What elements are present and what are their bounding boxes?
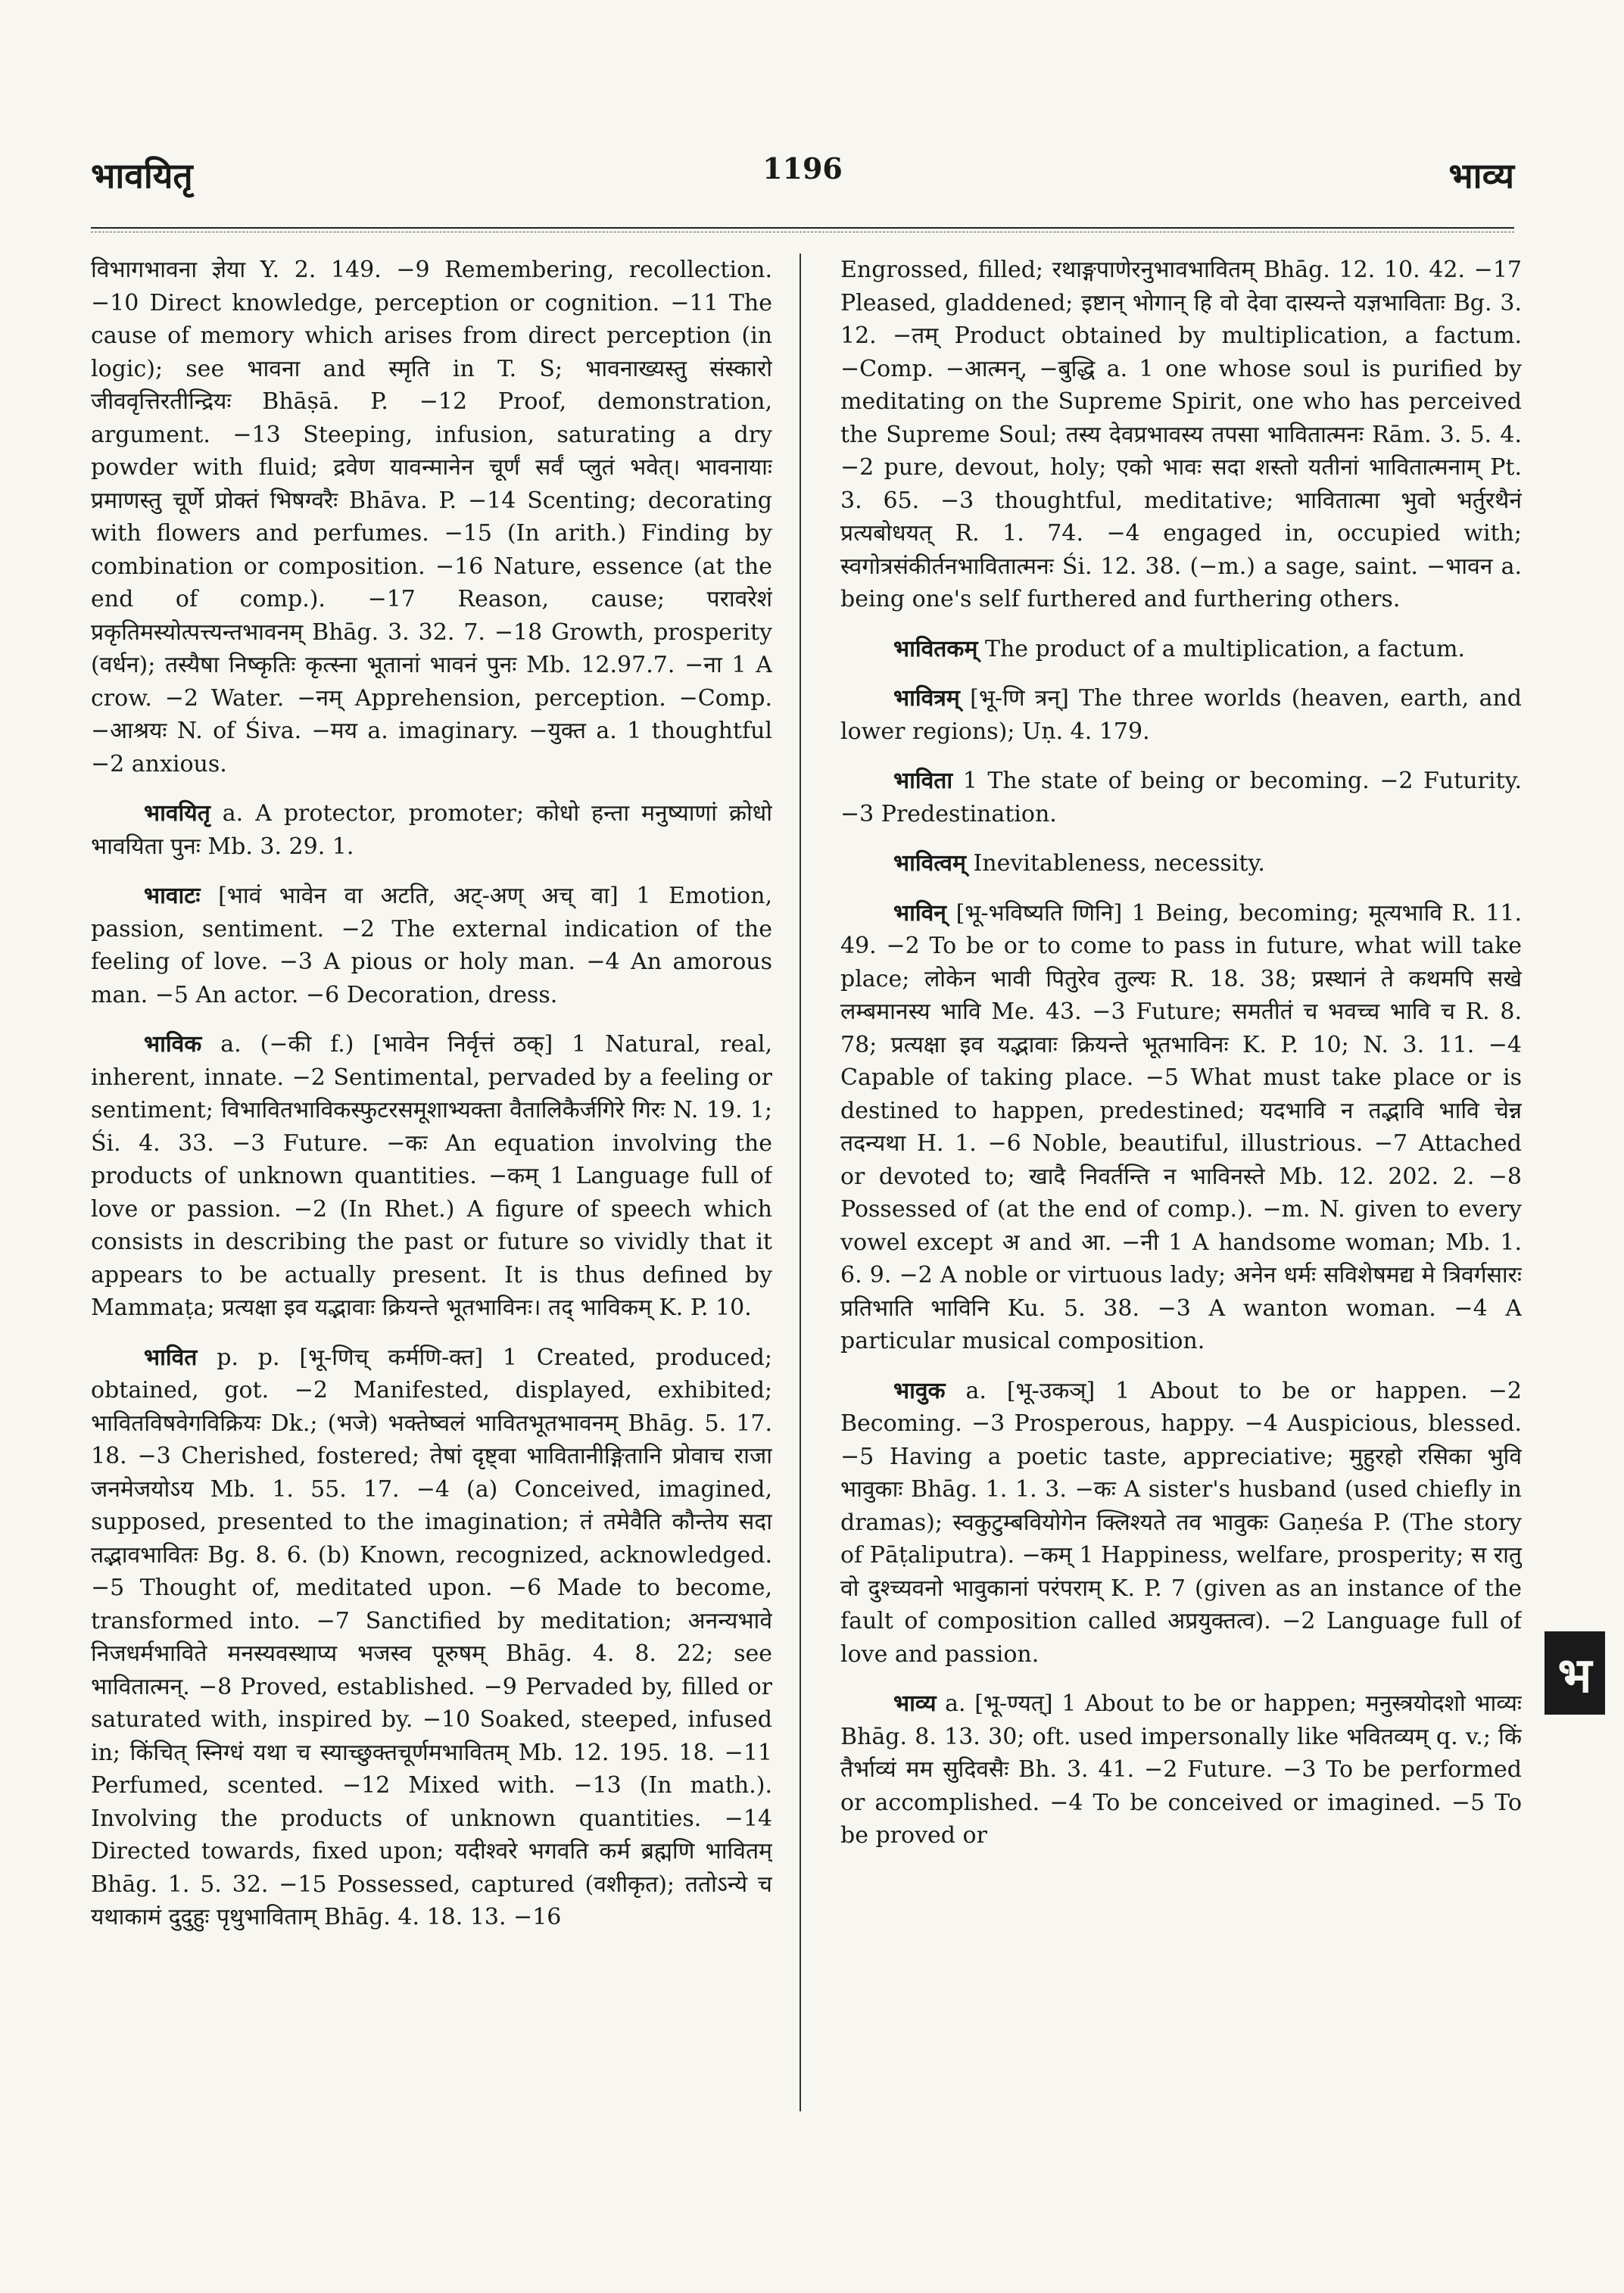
dictionary-entry bbox=[840, 897, 1522, 1358]
entry-headword: भावित्वम् bbox=[893, 850, 966, 877]
page-number: 1196 bbox=[762, 151, 843, 185]
entry-text: a. (−की f.) [भावेन निर्वृत्तं ठक्] 1 Natural, real, inherent, innate. −2 Sentimental, pervaded by a feeling or sentiment; विभावितभाविकस्फुटरसमूशाभ्यक्ता वैतालिकैर्जगिरे गिरः N. 19. 1; Śi. 4. 33. −3 Future. −कः An equation involving the products of unknown quantities. −कम् 1 Language full of love or passion. −2 (In Rhet.) A figure of speech which consists in describing the past or future so vividly that it appears to be actually present. It is thus defined by Mammaṭa; प्रत्यक्षा इव यद्भावाः क्रियन्ते भूतभाविनः। तद् भाविकम् K. P. 10. bbox=[91, 1031, 772, 1321]
entry-headword: भाविन् bbox=[893, 899, 946, 927]
entry-text: Inevitableness, necessity. bbox=[973, 850, 1265, 877]
thumb-index-tab: भ bbox=[1545, 1631, 1605, 1715]
dictionary-entry bbox=[91, 254, 772, 780]
entry-text: p. p. [भू-णिच् कर्मणि-क्त] 1 Created, produced; obtained, got. −2 Manifested, displayed, exhibited; भावितविषवेगविक्रियः Dk.; (भजे) भक्तेष्वलं भावितभूतभावनम् Bhāg. 5. 17. 18. −3 Cherished, fostered; तेषां दृष्ट्वा भावितानीङ्गितानि प्रोवाच राजा जनमेजयोऽय Mb. 1. 55. 17. −4 (a) Conceived, imagined, supposed, presented to the imagination; तं तमेवैति कौन्तेय सदा तद्भावभावितः Bg. 8. 6. (b) Known, recognized, acknowledged. −5 Thought of, meditated upon. −6 Made to become, transformed into. −7 Sanctified by meditation; अनन्यभावे निजधर्मभाविते मनस्यवस्थाप्य भजस्व पूरुषम् Bhāg. 4. 8. 22; see भावितात्मन्. −8 Proved, established. −9 Pervaded by, filled or saturated with, inspired by. −10 Soaked, steeped, infused in; किंचित् स्निग्धं यथा च स्याच्छुक्तचूर्णमभावितम् Mb. 12. 195. 18. −11 Perfumed, scented. −12 Mixed with. −13 (In math.). Involving the products of unknown quantities. −14 Directed towards, fixed upon; यदीश्वरे भगवति कर्म ब्रह्मणि भावितम् Bhāg. 1. 5. 32. −15 Possessed, captured (वशीकृत); ततोऽन्ये च यथाकामं दुदुहुः पृथुभाविताम् Bhāg. 4. 18. 13. −16 bbox=[91, 1344, 772, 1930]
entry-text: a. [भू-ण्यत्] 1 About to be or happen; मनुस्त्रयोदशो भाव्यः Bhāg. 8. 13. 30; oft. used impersonally like भवितव्यम् q. v.; किं तैर्भाव्यं मम सुदिवसैः Bh. 3. 41. −2 Future. −3 To be performed or accomplished. −4 To be conceived or imagined. −5 To be proved or bbox=[840, 1690, 1522, 1849]
dictionary-entry bbox=[840, 682, 1522, 748]
entry-headword: भावितकम् bbox=[893, 635, 978, 662]
entry-text: a. [भू-उकञ्] 1 About to be or happen. −2 Becoming. −3 Prosperous, happy. −4 Auspicious, blessed. −5 Having a poetic taste, appreciative; मुहुरहो रसिका भुवि भावुकाः Bhāg. 1. 1. 3. −कः A sister's husband (used chiefly in dramas); स्वकुटुम्बवियोगेन क्लिश्यते तव भावुकः Gaṇeśa P. (The story of Pāṭaliputra). −कम् 1 Happiness, welfare, prosperity; स रातु वो दुश्च्यवनो भावुकानां परंपराम् K. P. 7 (given as an instance of the fault of composition called अप्रयुक्तत्व). −2 Language full of love and passion. bbox=[840, 1377, 1522, 1668]
entry-text: a. A protector, promoter; कोधो हन्ता मनुष्याणां क्रोधो भावयिता पुनः Mb. 3. 29. 1. bbox=[91, 800, 772, 860]
entry-headword: भावित bbox=[144, 1344, 198, 1371]
dictionary-entry bbox=[840, 1687, 1522, 1852]
left-column bbox=[91, 254, 772, 2111]
dictionary-entry bbox=[91, 880, 772, 1011]
entry-text: 1 The state of being or becoming. −2 Futurity. −3 Predestination. bbox=[840, 768, 1522, 827]
entry-headword: भावाटः bbox=[144, 883, 201, 909]
entry-text: विभागभावना ज्ञेया Y. 2. 149. −9 Remembering, recollection. −10 Direct knowledge, perception or cognition. −11 The cause of memory which arises from direct perception (in logic); see भावना and स्मृति in T. S; भावनाख्यस्तु संस्कारो जीववृत्तिरतीन्द्रियः Bhāṣā. P. −12 Proof, demonstration, argument. −13 Steeping, infusion, saturating a dry powder with fluid; द्रवेण यावन्मानेन चूर्णं सर्वं प्लुतं भवेत्। भावनायाः प्रमाणस्तु चूर्णे प्रोक्तं भिषग्वरैः Bhāva. P. −14 Scenting; decorating with flowers and perfumes. −15 (In arith.) Finding by combination or composition. −16 Nature, essence (at the end of comp.). −17 Reason, cause; परावरेशं प्रकृतिमस्योत्पत्त्यन्तभावनम् Bhāg. 3. 32. 7. −18 Growth, prosperity (वर्धन); तस्यैषा निष्कृतिः कृत्स्ना भूतानां भावनं पुनः Mb. 12.97.7. −ना 1 A crow. −2 Water. −नम् Apprehension, perception. −Comp. −आश्रयः N. of Śiva. −मय a. imaginary. −युक्त a. 1 thoughtful −2 anxious. bbox=[91, 257, 772, 777]
dictionary-entry bbox=[91, 1341, 772, 1934]
entry-headword: भाविक bbox=[144, 1031, 202, 1058]
right-column bbox=[840, 254, 1522, 2111]
page-header bbox=[91, 151, 1514, 204]
entry-text: [भू-णि त्रन्] The three worlds (heaven, earth, and lower regions); Uṇ. 4. 179. bbox=[840, 685, 1522, 745]
dictionary-entry bbox=[840, 254, 1522, 616]
column-divider bbox=[800, 254, 801, 2111]
entry-headword: भाविता bbox=[893, 768, 953, 794]
entry-headword: भावुक bbox=[893, 1377, 946, 1404]
entry-headword: भावित्रम् bbox=[893, 685, 960, 712]
entry-text: [भू-भविष्यति णिनि] 1 Being, becoming; मूत्यभावि R. 11. 49. −2 To be or to come to pass in future, what will take place; लोकेन भावी पितुरेव तुल्यः R. 18. 38; प्रस्थानं ते कथमपि सखे लम्बमानस्य भावि Me. 43. −3 Future; समतीतं च भवच्च भावि च R. 8. 78; प्रत्यक्षा इव यद्भावाः क्रियन्ते भूतभाविनः K. P. 10; N. 3. 11. −4 Capable of taking place. −5 What must take place or is destined to happen, predestined; यदभावि न तद्भावि भावि चेन्न तदन्यथा H. 1. −6 Noble, beautiful, illustrious. −7 Attached or devoted to; खादै निवर्तन्ति न भाविनस्ते Mb. 12. 202. 2. −8 Possessed of (at the end of comp.). −m. N. given to every vowel except अ and आ. −नी 1 A handsome woman; Mb. 1. 6. 9. −2 A noble or virtuous lady; अनेन धर्मः सविशेषमद्य मे त्रिवर्गसारः प्रतिभाति भाविनि Ku. 5. 38. −3 A wanton woman. −4 A particular musical composition. bbox=[840, 899, 1522, 1354]
dictionary-entry bbox=[91, 797, 772, 863]
dictionary-entry bbox=[840, 633, 1522, 666]
dictionary-entry bbox=[840, 1375, 1522, 1671]
entry-text: Engrossed, filled; रथाङ्गपाणेरनुभावभावितम् Bhāg. 12. 10. 42. −17 Pleased, gladdened; इष्टान् भोगान् हि वो देवा दास्यन्ते यज्ञभाविताः Bg. 3. 12. −तम् Product obtained by multiplication, a factum. −Comp. −आत्मन्, −बुद्धि a. 1 one whose soul is purified by meditating on the Supreme Spirit, one who has perceived the Supreme Soul; तस्य देवप्रभावस्य तपसा भावितात्मनः Rām. 3. 5. 4. −2 pure, devout, holy; एको भावः सदा शस्तो यतीनां भावितात्मनाम् Pt. 3. 65. −3 thoughtful, meditative; भावितात्मा भुवो भर्तुरथैनं प्रत्यबोधयत् R. 1. 74. −4 engaged in, occupied with; स्वगोत्रसंकीर्तनभावितात्मनः Śi. 12. 38. (−m.) a sage, saint. −भावन a. being one's self furthered and furthering others. bbox=[840, 257, 1522, 612]
left-running-headword: भावयितृ bbox=[91, 155, 193, 196]
dictionary-entry bbox=[91, 1028, 772, 1325]
right-running-headword: भाव्य bbox=[1448, 155, 1514, 196]
entry-text: [भावं भावेन वा अटति, अट्-अण् अच् वा] 1 Emotion, passion, sentiment. −2 The external indication of the feeling of love. −3 A pious or holy man. −4 An amorous man. −5 An actor. −6 Decoration, dress. bbox=[91, 883, 772, 1008]
dictionary-entry bbox=[840, 765, 1522, 830]
entry-headword: भाव्य bbox=[893, 1690, 937, 1717]
entry-text: The product of a multiplication, a factum. bbox=[984, 635, 1465, 662]
header-rule bbox=[91, 227, 1514, 229]
entry-headword: भावयितृ bbox=[144, 800, 210, 827]
dictionary-entry bbox=[840, 847, 1522, 880]
